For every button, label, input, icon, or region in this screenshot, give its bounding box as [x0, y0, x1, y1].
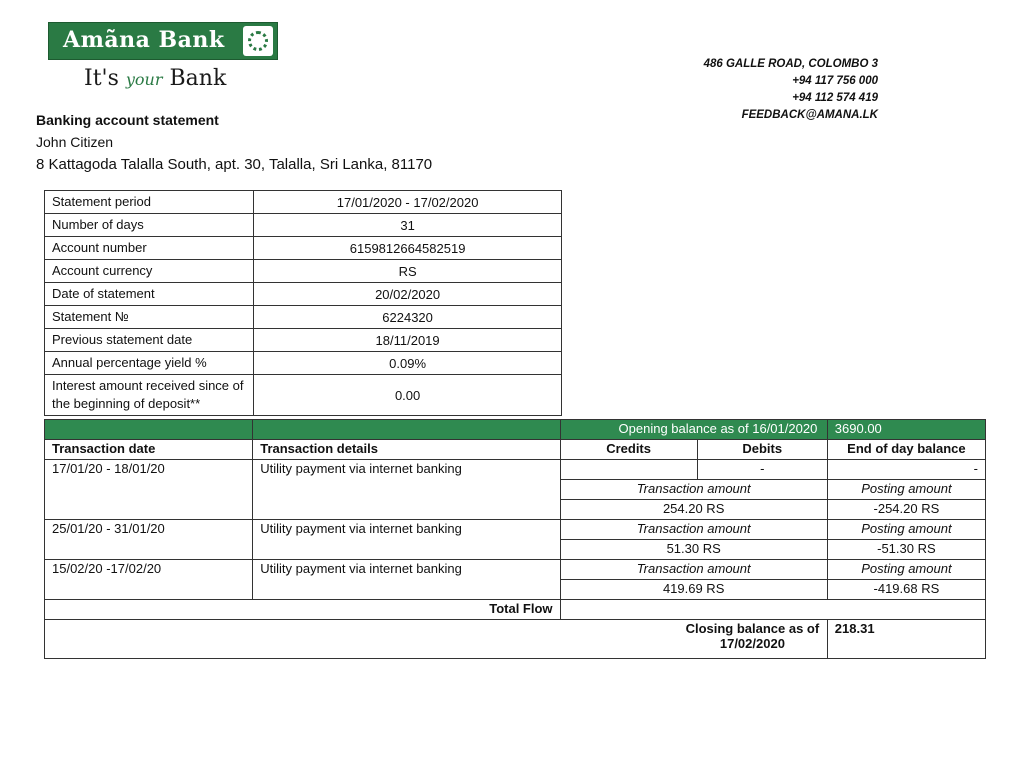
info-row — [45, 260, 562, 283]
statement-title: Banking account statement — [36, 112, 219, 128]
tx-amount-value: 419.69 RS — [560, 580, 827, 600]
column-header-row — [45, 440, 986, 460]
info-value: 31 — [254, 214, 562, 237]
posting-amount-value: -51.30 RS — [827, 540, 985, 560]
info-value: 6159812664582519 — [254, 237, 562, 260]
tx-amount-value: 254.20 RS — [560, 500, 827, 520]
info-row — [45, 352, 562, 375]
info-row — [45, 375, 562, 416]
info-label: Annual percentage yield % — [45, 352, 254, 375]
tagline-your: your — [125, 70, 163, 89]
info-value: 20/02/2020 — [254, 283, 562, 306]
posting-amount-label: Posting amount — [827, 480, 985, 500]
tx-amount-label: Transaction amount — [560, 560, 827, 580]
phone-line: +94 117 756 000 — [792, 75, 878, 87]
posting-amount-value: -419.68 RS — [827, 580, 985, 600]
info-value: RS — [254, 260, 562, 283]
col-header: Transaction date — [45, 440, 253, 460]
info-value: 6224320 — [254, 306, 562, 329]
statement-info-table — [44, 190, 562, 416]
tx-date: 25/01/20 - 31/01/20 — [45, 520, 253, 560]
green-cell — [45, 420, 253, 440]
tx-date: 15/02/20 -17/02/20 — [45, 560, 253, 600]
col-header: End of day balance — [827, 440, 985, 460]
info-label: Account currency — [45, 260, 254, 283]
bank-tagline — [84, 66, 226, 91]
info-label: Date of statement — [45, 283, 254, 306]
tx-details: Utility payment via internet banking — [253, 520, 560, 560]
tx-balance: - — [827, 460, 985, 480]
info-label: Interest amount received since of the beginning of deposit** — [45, 375, 254, 416]
info-label: Statement № — [45, 306, 254, 329]
info-label: Statement period — [45, 191, 254, 214]
closing-balance-label-text: Closing balance as of 17/02/2020 — [685, 621, 820, 651]
col-header: Credits — [560, 440, 697, 460]
tagline-post: Bank — [162, 66, 227, 91]
info-row — [45, 237, 562, 260]
green-cell — [253, 420, 560, 440]
col-header: Transaction details — [253, 440, 560, 460]
total-flow-value — [560, 600, 985, 620]
phone-line: +94 112 574 419 — [792, 92, 878, 104]
closing-balance-value: 218.31 — [827, 620, 985, 659]
tx-amount-value: 51.30 RS — [560, 540, 827, 560]
info-row — [45, 306, 562, 329]
closing-balance-row — [45, 620, 986, 659]
opening-balance-row — [45, 420, 986, 440]
customer-address: 8 Kattagoda Talalla South, apt. 30, Talalla, Sri Lanka, 81170 — [36, 156, 433, 173]
info-value: 18/11/2019 — [254, 329, 562, 352]
info-row — [45, 214, 562, 237]
email-line: FEEDBACK@AMANA.LK — [741, 109, 878, 121]
info-label: Number of days — [45, 214, 254, 237]
info-value: 17/01/2020 - 17/02/2020 — [254, 191, 562, 214]
table-row — [45, 520, 986, 540]
tx-details: Utility payment via internet banking — [253, 560, 560, 600]
tx-date: 17/01/20 - 18/01/20 — [45, 460, 253, 520]
tagline-pre: It's — [84, 66, 126, 91]
total-flow-label: Total Flow — [45, 600, 561, 620]
tx-amount-label: Transaction amount — [560, 520, 827, 540]
total-flow-row — [45, 600, 986, 620]
bank-logo — [48, 22, 278, 60]
info-label: Account number — [45, 237, 254, 260]
posting-amount-label: Posting amount — [827, 520, 985, 540]
info-value: 0.09% — [254, 352, 562, 375]
info-value: 0.00 — [254, 375, 562, 416]
table-row — [45, 460, 986, 480]
bank-address — [704, 56, 878, 124]
tx-credit — [560, 460, 697, 480]
col-header: Debits — [697, 440, 827, 460]
transactions-table — [44, 419, 986, 659]
table-row — [45, 560, 986, 580]
posting-amount-label: Posting amount — [827, 560, 985, 580]
address-line: 486 GALLE ROAD, COLOMBO 3 — [703, 58, 878, 70]
info-row — [45, 191, 562, 214]
info-row — [45, 283, 562, 306]
opening-balance-label: Opening balance as of 16/01/2020 — [560, 420, 827, 440]
opening-balance-value: 3690.00 — [827, 420, 985, 440]
tx-debit: - — [697, 460, 827, 480]
tx-details: Utility payment via internet banking — [253, 460, 560, 520]
tx-amount-label: Transaction amount — [560, 480, 827, 500]
customer-name: John Citizen — [36, 134, 114, 150]
logo-text: Amãna Bank — [63, 27, 225, 53]
info-label: Previous statement date — [45, 329, 254, 352]
logo-emblem-icon — [243, 26, 273, 56]
posting-amount-value: -254.20 RS — [827, 500, 985, 520]
info-row — [45, 329, 562, 352]
closing-balance-label — [45, 620, 828, 659]
